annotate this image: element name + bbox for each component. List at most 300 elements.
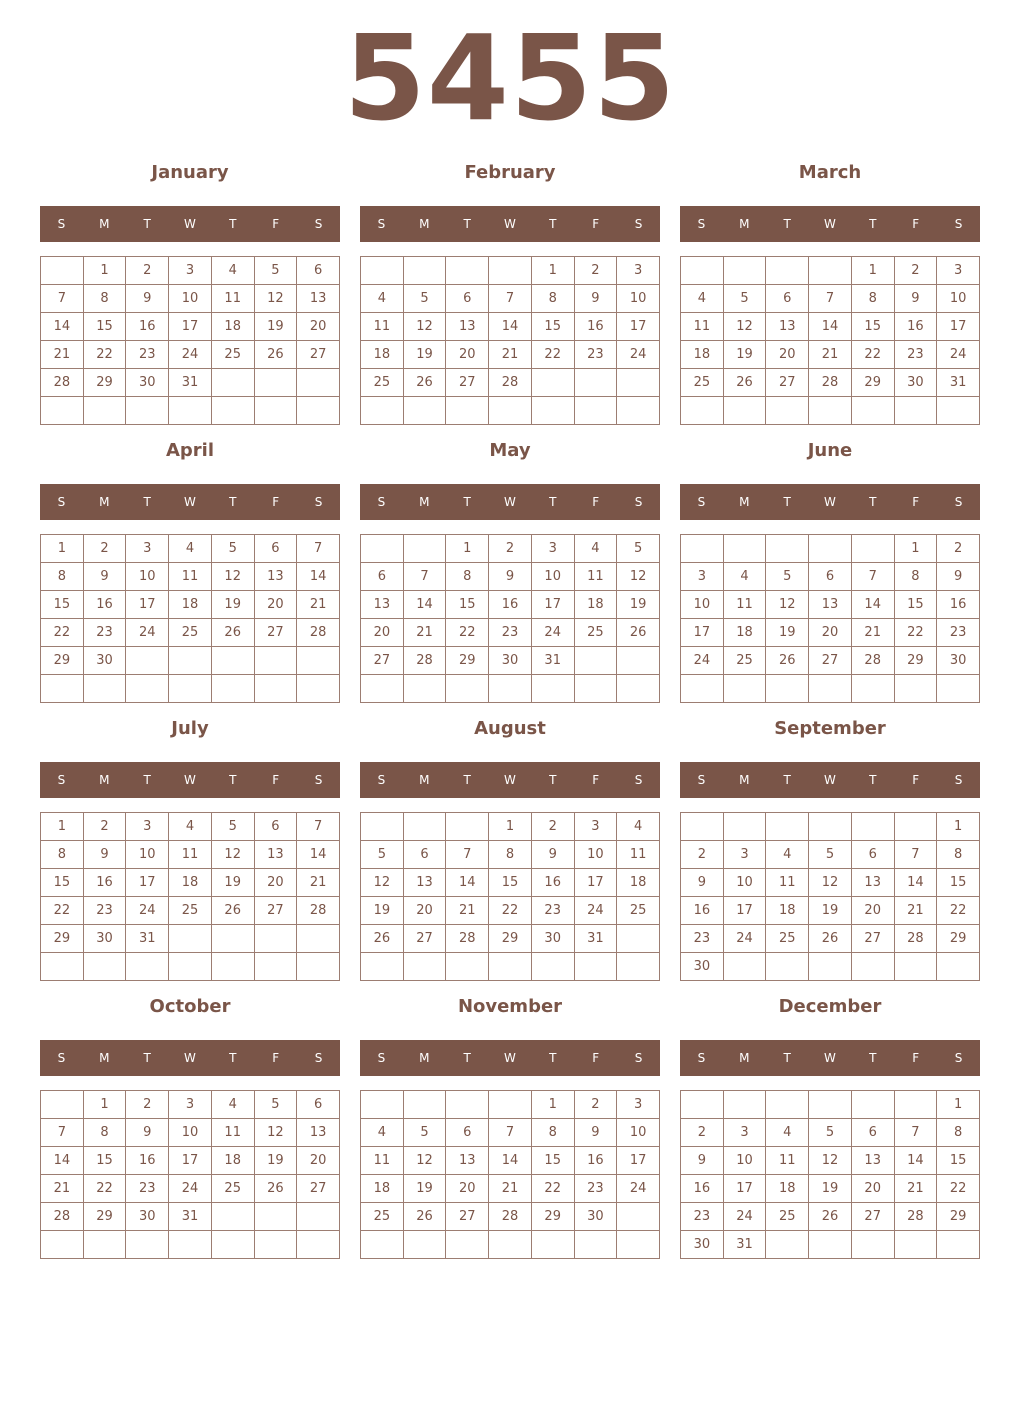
day-cell: 20 — [297, 313, 340, 341]
month-name: March — [798, 162, 862, 183]
day-cell — [41, 1231, 84, 1259]
day-cell: 14 — [41, 313, 84, 341]
day-cell — [255, 397, 298, 425]
day-cell: 21 — [852, 619, 895, 647]
day-cell: 29 — [84, 369, 127, 397]
day-cell: 31 — [169, 369, 212, 397]
month-name: July — [171, 718, 209, 739]
day-cell: 15 — [532, 1147, 575, 1175]
weekday-label: F — [592, 773, 600, 787]
day-cell: 24 — [169, 1175, 212, 1203]
weekday-label: T — [229, 1051, 237, 1065]
day-cell: 8 — [532, 1119, 575, 1147]
day-cell: 13 — [852, 869, 895, 897]
day-cell: 27 — [297, 1175, 340, 1203]
day-cell: 20 — [297, 1147, 340, 1175]
day-cell — [212, 925, 255, 953]
day-cell: 20 — [766, 341, 809, 369]
day-cell: 22 — [489, 897, 532, 925]
day-cell: 28 — [489, 369, 532, 397]
day-cell: 9 — [895, 285, 938, 313]
day-cell — [404, 953, 447, 981]
day-cell: 15 — [895, 591, 938, 619]
weekday-label: S — [954, 773, 963, 787]
day-cell: 16 — [489, 591, 532, 619]
day-cell: 7 — [895, 1119, 938, 1147]
day-cell — [681, 1091, 724, 1119]
day-cell: 6 — [404, 841, 447, 869]
day-cell — [41, 675, 84, 703]
day-cell: 21 — [489, 341, 532, 369]
weekday-label: F — [912, 773, 920, 787]
day-cell: 15 — [84, 313, 127, 341]
day-cell: 2 — [126, 257, 169, 285]
day-cell: 15 — [41, 869, 84, 897]
day-cell: 28 — [41, 1203, 84, 1231]
day-cell: 31 — [169, 1203, 212, 1231]
day-cell: 23 — [895, 341, 938, 369]
day-cell: 4 — [169, 813, 212, 841]
day-cell: 2 — [84, 535, 127, 563]
day-cell: 29 — [84, 1203, 127, 1231]
day-cell: 21 — [809, 341, 852, 369]
day-cell: 7 — [41, 1119, 84, 1147]
weekday-label: W — [824, 773, 836, 787]
weekday-label: M — [739, 1051, 750, 1065]
day-cell: 13 — [255, 563, 298, 591]
weekday-label: T — [783, 495, 791, 509]
day-cell: 10 — [532, 563, 575, 591]
day-cell: 8 — [895, 563, 938, 591]
day-cell: 24 — [126, 619, 169, 647]
day-cell: 16 — [84, 869, 127, 897]
weekday-label: W — [824, 495, 836, 509]
day-cell: 7 — [446, 841, 489, 869]
day-cell: 13 — [852, 1147, 895, 1175]
day-cell: 3 — [681, 563, 724, 591]
day-cell: 28 — [895, 925, 938, 953]
day-cell: 7 — [297, 535, 340, 563]
day-cell — [575, 1231, 618, 1259]
weekday-label: M — [739, 217, 750, 231]
day-grid — [40, 1090, 340, 1259]
weekday-label: F — [912, 495, 920, 509]
day-cell: 3 — [617, 257, 660, 285]
day-cell: 25 — [361, 369, 404, 397]
day-cell: 4 — [169, 535, 212, 563]
weekday-label: W — [504, 495, 516, 509]
weekday-header — [680, 206, 980, 242]
day-cell: 18 — [361, 1175, 404, 1203]
day-cell: 16 — [575, 313, 618, 341]
weekday-label: S — [697, 217, 706, 231]
day-cell: 4 — [766, 841, 809, 869]
weekday-label: S — [697, 495, 706, 509]
day-cell: 8 — [489, 841, 532, 869]
day-cell: 20 — [809, 619, 852, 647]
day-grid — [360, 534, 660, 703]
day-cell: 22 — [852, 341, 895, 369]
day-cell: 29 — [532, 1203, 575, 1231]
weekday-label: T — [229, 495, 237, 509]
day-cell — [255, 369, 298, 397]
weekday-label: T — [549, 495, 557, 509]
day-cell: 7 — [489, 1119, 532, 1147]
day-cell: 13 — [404, 869, 447, 897]
day-cell: 26 — [404, 1203, 447, 1231]
day-cell: 22 — [84, 1175, 127, 1203]
day-cell — [809, 675, 852, 703]
day-cell: 12 — [255, 285, 298, 313]
day-cell — [766, 257, 809, 285]
day-cell: 18 — [361, 341, 404, 369]
day-cell: 25 — [766, 1203, 809, 1231]
day-cell: 9 — [489, 563, 532, 591]
day-cell: 15 — [446, 591, 489, 619]
day-cell: 7 — [41, 285, 84, 313]
day-cell: 27 — [809, 647, 852, 675]
weekday-header — [40, 484, 340, 520]
day-cell: 21 — [41, 341, 84, 369]
day-cell: 11 — [169, 841, 212, 869]
weekday-label: T — [549, 773, 557, 787]
day-cell: 11 — [212, 1119, 255, 1147]
day-cell: 9 — [532, 841, 575, 869]
day-cell: 13 — [446, 313, 489, 341]
day-cell: 6 — [852, 1119, 895, 1147]
weekday-label: T — [229, 773, 237, 787]
day-cell — [255, 675, 298, 703]
day-cell: 22 — [532, 1175, 575, 1203]
weekday-label: S — [697, 1051, 706, 1065]
day-cell: 7 — [404, 563, 447, 591]
day-cell: 24 — [532, 619, 575, 647]
day-cell — [297, 1231, 340, 1259]
day-cell: 19 — [809, 1175, 852, 1203]
day-cell: 1 — [84, 257, 127, 285]
day-cell — [617, 647, 660, 675]
day-cell — [724, 397, 767, 425]
day-cell: 10 — [937, 285, 980, 313]
day-cell — [41, 1091, 84, 1119]
day-cell — [361, 1091, 404, 1119]
day-cell: 14 — [489, 313, 532, 341]
day-grid — [680, 534, 980, 703]
day-cell — [212, 647, 255, 675]
day-cell — [724, 257, 767, 285]
day-cell — [766, 397, 809, 425]
month-name: June — [807, 440, 853, 461]
day-cell: 13 — [255, 841, 298, 869]
month-name: September — [774, 718, 886, 739]
day-cell — [852, 535, 895, 563]
day-cell: 9 — [84, 841, 127, 869]
day-cell — [361, 397, 404, 425]
day-cell: 17 — [724, 897, 767, 925]
day-cell: 10 — [169, 285, 212, 313]
day-cell — [724, 535, 767, 563]
day-cell — [41, 397, 84, 425]
day-cell: 2 — [681, 841, 724, 869]
day-cell: 18 — [681, 341, 724, 369]
day-cell: 23 — [126, 1175, 169, 1203]
day-cell — [446, 953, 489, 981]
day-cell: 16 — [681, 897, 724, 925]
day-cell: 2 — [895, 257, 938, 285]
month-name: October — [149, 996, 231, 1017]
day-cell: 21 — [297, 591, 340, 619]
weekday-label: M — [99, 495, 110, 509]
day-cell: 10 — [126, 841, 169, 869]
day-cell: 11 — [724, 591, 767, 619]
weekday-label: W — [504, 773, 516, 787]
day-cell: 28 — [895, 1203, 938, 1231]
day-cell — [84, 675, 127, 703]
day-cell: 12 — [404, 313, 447, 341]
day-cell: 4 — [575, 535, 618, 563]
day-cell — [681, 813, 724, 841]
day-cell: 18 — [169, 869, 212, 897]
day-cell: 6 — [809, 563, 852, 591]
day-cell: 30 — [895, 369, 938, 397]
day-cell: 11 — [766, 1147, 809, 1175]
day-cell: 13 — [297, 1119, 340, 1147]
day-cell: 30 — [126, 1203, 169, 1231]
weekday-label: S — [57, 1051, 66, 1065]
day-cell: 8 — [937, 1119, 980, 1147]
day-cell — [809, 257, 852, 285]
day-cell: 23 — [84, 897, 127, 925]
weekday-label: W — [184, 217, 196, 231]
weekday-label: F — [592, 495, 600, 509]
day-cell: 27 — [766, 369, 809, 397]
day-cell: 24 — [617, 341, 660, 369]
day-cell: 17 — [724, 1175, 767, 1203]
day-cell: 6 — [852, 841, 895, 869]
day-cell: 9 — [681, 869, 724, 897]
day-cell: 29 — [489, 925, 532, 953]
day-cell — [446, 813, 489, 841]
day-cell — [724, 953, 767, 981]
weekday-label: M — [419, 217, 430, 231]
weekday-label: S — [377, 773, 386, 787]
day-cell: 27 — [255, 619, 298, 647]
day-cell: 31 — [937, 369, 980, 397]
day-cell: 8 — [852, 285, 895, 313]
day-cell: 2 — [575, 257, 618, 285]
day-cell: 4 — [766, 1119, 809, 1147]
day-cell: 25 — [575, 619, 618, 647]
day-cell: 30 — [575, 1203, 618, 1231]
day-cell — [724, 813, 767, 841]
day-cell: 2 — [937, 535, 980, 563]
day-cell: 12 — [361, 869, 404, 897]
day-cell: 5 — [617, 535, 660, 563]
day-cell: 19 — [404, 341, 447, 369]
day-cell: 11 — [681, 313, 724, 341]
day-cell: 9 — [126, 285, 169, 313]
day-cell — [212, 369, 255, 397]
month-name: November — [457, 996, 563, 1017]
weekday-label: T — [143, 495, 151, 509]
weekday-header — [360, 206, 660, 242]
day-cell — [809, 397, 852, 425]
weekday-label: S — [57, 773, 66, 787]
weekday-header — [40, 1040, 340, 1076]
day-cell: 5 — [404, 285, 447, 313]
day-cell: 21 — [895, 1175, 938, 1203]
day-cell: 17 — [575, 869, 618, 897]
day-cell: 24 — [937, 341, 980, 369]
day-cell: 22 — [41, 897, 84, 925]
day-cell — [255, 1203, 298, 1231]
day-cell: 9 — [681, 1147, 724, 1175]
day-cell: 1 — [446, 535, 489, 563]
day-cell: 21 — [446, 897, 489, 925]
weekday-label: T — [783, 1051, 791, 1065]
day-cell: 7 — [297, 813, 340, 841]
day-cell — [41, 953, 84, 981]
day-cell — [724, 675, 767, 703]
day-cell — [361, 813, 404, 841]
day-cell — [852, 953, 895, 981]
day-cell: 17 — [617, 313, 660, 341]
day-cell: 13 — [446, 1147, 489, 1175]
weekday-label: M — [99, 773, 110, 787]
day-cell: 16 — [937, 591, 980, 619]
day-cell: 18 — [766, 897, 809, 925]
day-grid — [40, 534, 340, 703]
day-cell: 27 — [852, 925, 895, 953]
weekday-header — [680, 1040, 980, 1076]
day-cell: 25 — [169, 619, 212, 647]
day-cell: 28 — [297, 619, 340, 647]
day-cell: 13 — [361, 591, 404, 619]
day-cell — [126, 953, 169, 981]
day-cell: 25 — [766, 925, 809, 953]
day-cell — [169, 953, 212, 981]
day-cell: 29 — [41, 925, 84, 953]
day-cell: 5 — [255, 257, 298, 285]
day-cell: 23 — [681, 925, 724, 953]
day-cell: 19 — [809, 897, 852, 925]
day-cell: 21 — [489, 1175, 532, 1203]
day-cell: 1 — [84, 1091, 127, 1119]
weekday-label: T — [143, 773, 151, 787]
day-cell: 5 — [766, 563, 809, 591]
day-cell — [617, 1203, 660, 1231]
weekday-label: F — [272, 217, 280, 231]
day-cell: 5 — [212, 535, 255, 563]
day-cell: 22 — [895, 619, 938, 647]
day-cell: 9 — [575, 1119, 618, 1147]
weekday-label: W — [504, 1051, 516, 1065]
day-cell: 28 — [489, 1203, 532, 1231]
day-cell: 1 — [532, 257, 575, 285]
day-cell: 30 — [84, 647, 127, 675]
day-cell: 7 — [489, 285, 532, 313]
day-cell — [937, 1231, 980, 1259]
day-cell — [169, 925, 212, 953]
day-cell — [489, 1231, 532, 1259]
day-cell: 19 — [212, 591, 255, 619]
day-cell: 6 — [446, 285, 489, 313]
day-cell — [255, 925, 298, 953]
day-cell: 26 — [361, 925, 404, 953]
weekday-header — [360, 1040, 660, 1076]
day-cell — [575, 397, 618, 425]
day-cell: 21 — [404, 619, 447, 647]
day-cell: 10 — [617, 285, 660, 313]
weekday-label: S — [634, 773, 643, 787]
day-cell: 8 — [937, 841, 980, 869]
day-cell — [852, 1091, 895, 1119]
day-cell: 5 — [404, 1119, 447, 1147]
day-cell: 29 — [937, 1203, 980, 1231]
day-cell: 30 — [126, 369, 169, 397]
weekday-label: W — [184, 773, 196, 787]
day-cell — [617, 953, 660, 981]
day-cell: 19 — [617, 591, 660, 619]
day-cell — [937, 675, 980, 703]
day-cell — [126, 1231, 169, 1259]
day-cell — [446, 1231, 489, 1259]
day-cell: 10 — [724, 869, 767, 897]
day-cell — [361, 953, 404, 981]
day-cell — [212, 1231, 255, 1259]
day-cell: 16 — [126, 313, 169, 341]
day-cell — [895, 675, 938, 703]
day-cell: 3 — [532, 535, 575, 563]
day-cell: 5 — [361, 841, 404, 869]
day-cell: 24 — [126, 897, 169, 925]
day-cell — [532, 1231, 575, 1259]
day-cell — [255, 1231, 298, 1259]
month-name: April — [165, 440, 215, 461]
day-cell — [852, 1231, 895, 1259]
day-cell — [617, 369, 660, 397]
day-cell: 12 — [617, 563, 660, 591]
day-cell: 27 — [446, 1203, 489, 1231]
weekday-label: F — [272, 773, 280, 787]
day-cell: 8 — [84, 285, 127, 313]
weekday-label: W — [184, 495, 196, 509]
day-cell: 26 — [212, 897, 255, 925]
day-cell: 1 — [852, 257, 895, 285]
day-cell: 12 — [212, 563, 255, 591]
day-cell: 8 — [446, 563, 489, 591]
weekday-label: S — [57, 217, 66, 231]
day-cell: 3 — [169, 1091, 212, 1119]
day-cell: 20 — [446, 1175, 489, 1203]
day-cell: 18 — [724, 619, 767, 647]
day-cell: 24 — [681, 647, 724, 675]
day-cell: 7 — [852, 563, 895, 591]
day-cell — [575, 647, 618, 675]
day-cell: 4 — [361, 1119, 404, 1147]
day-cell — [724, 1091, 767, 1119]
weekday-label: T — [549, 1051, 557, 1065]
weekday-header — [680, 484, 980, 520]
day-cell — [681, 397, 724, 425]
day-cell: 3 — [937, 257, 980, 285]
weekday-label: T — [783, 773, 791, 787]
weekday-label: S — [377, 1051, 386, 1065]
day-cell: 19 — [766, 619, 809, 647]
weekday-label: M — [99, 217, 110, 231]
day-cell: 1 — [532, 1091, 575, 1119]
day-cell — [297, 397, 340, 425]
